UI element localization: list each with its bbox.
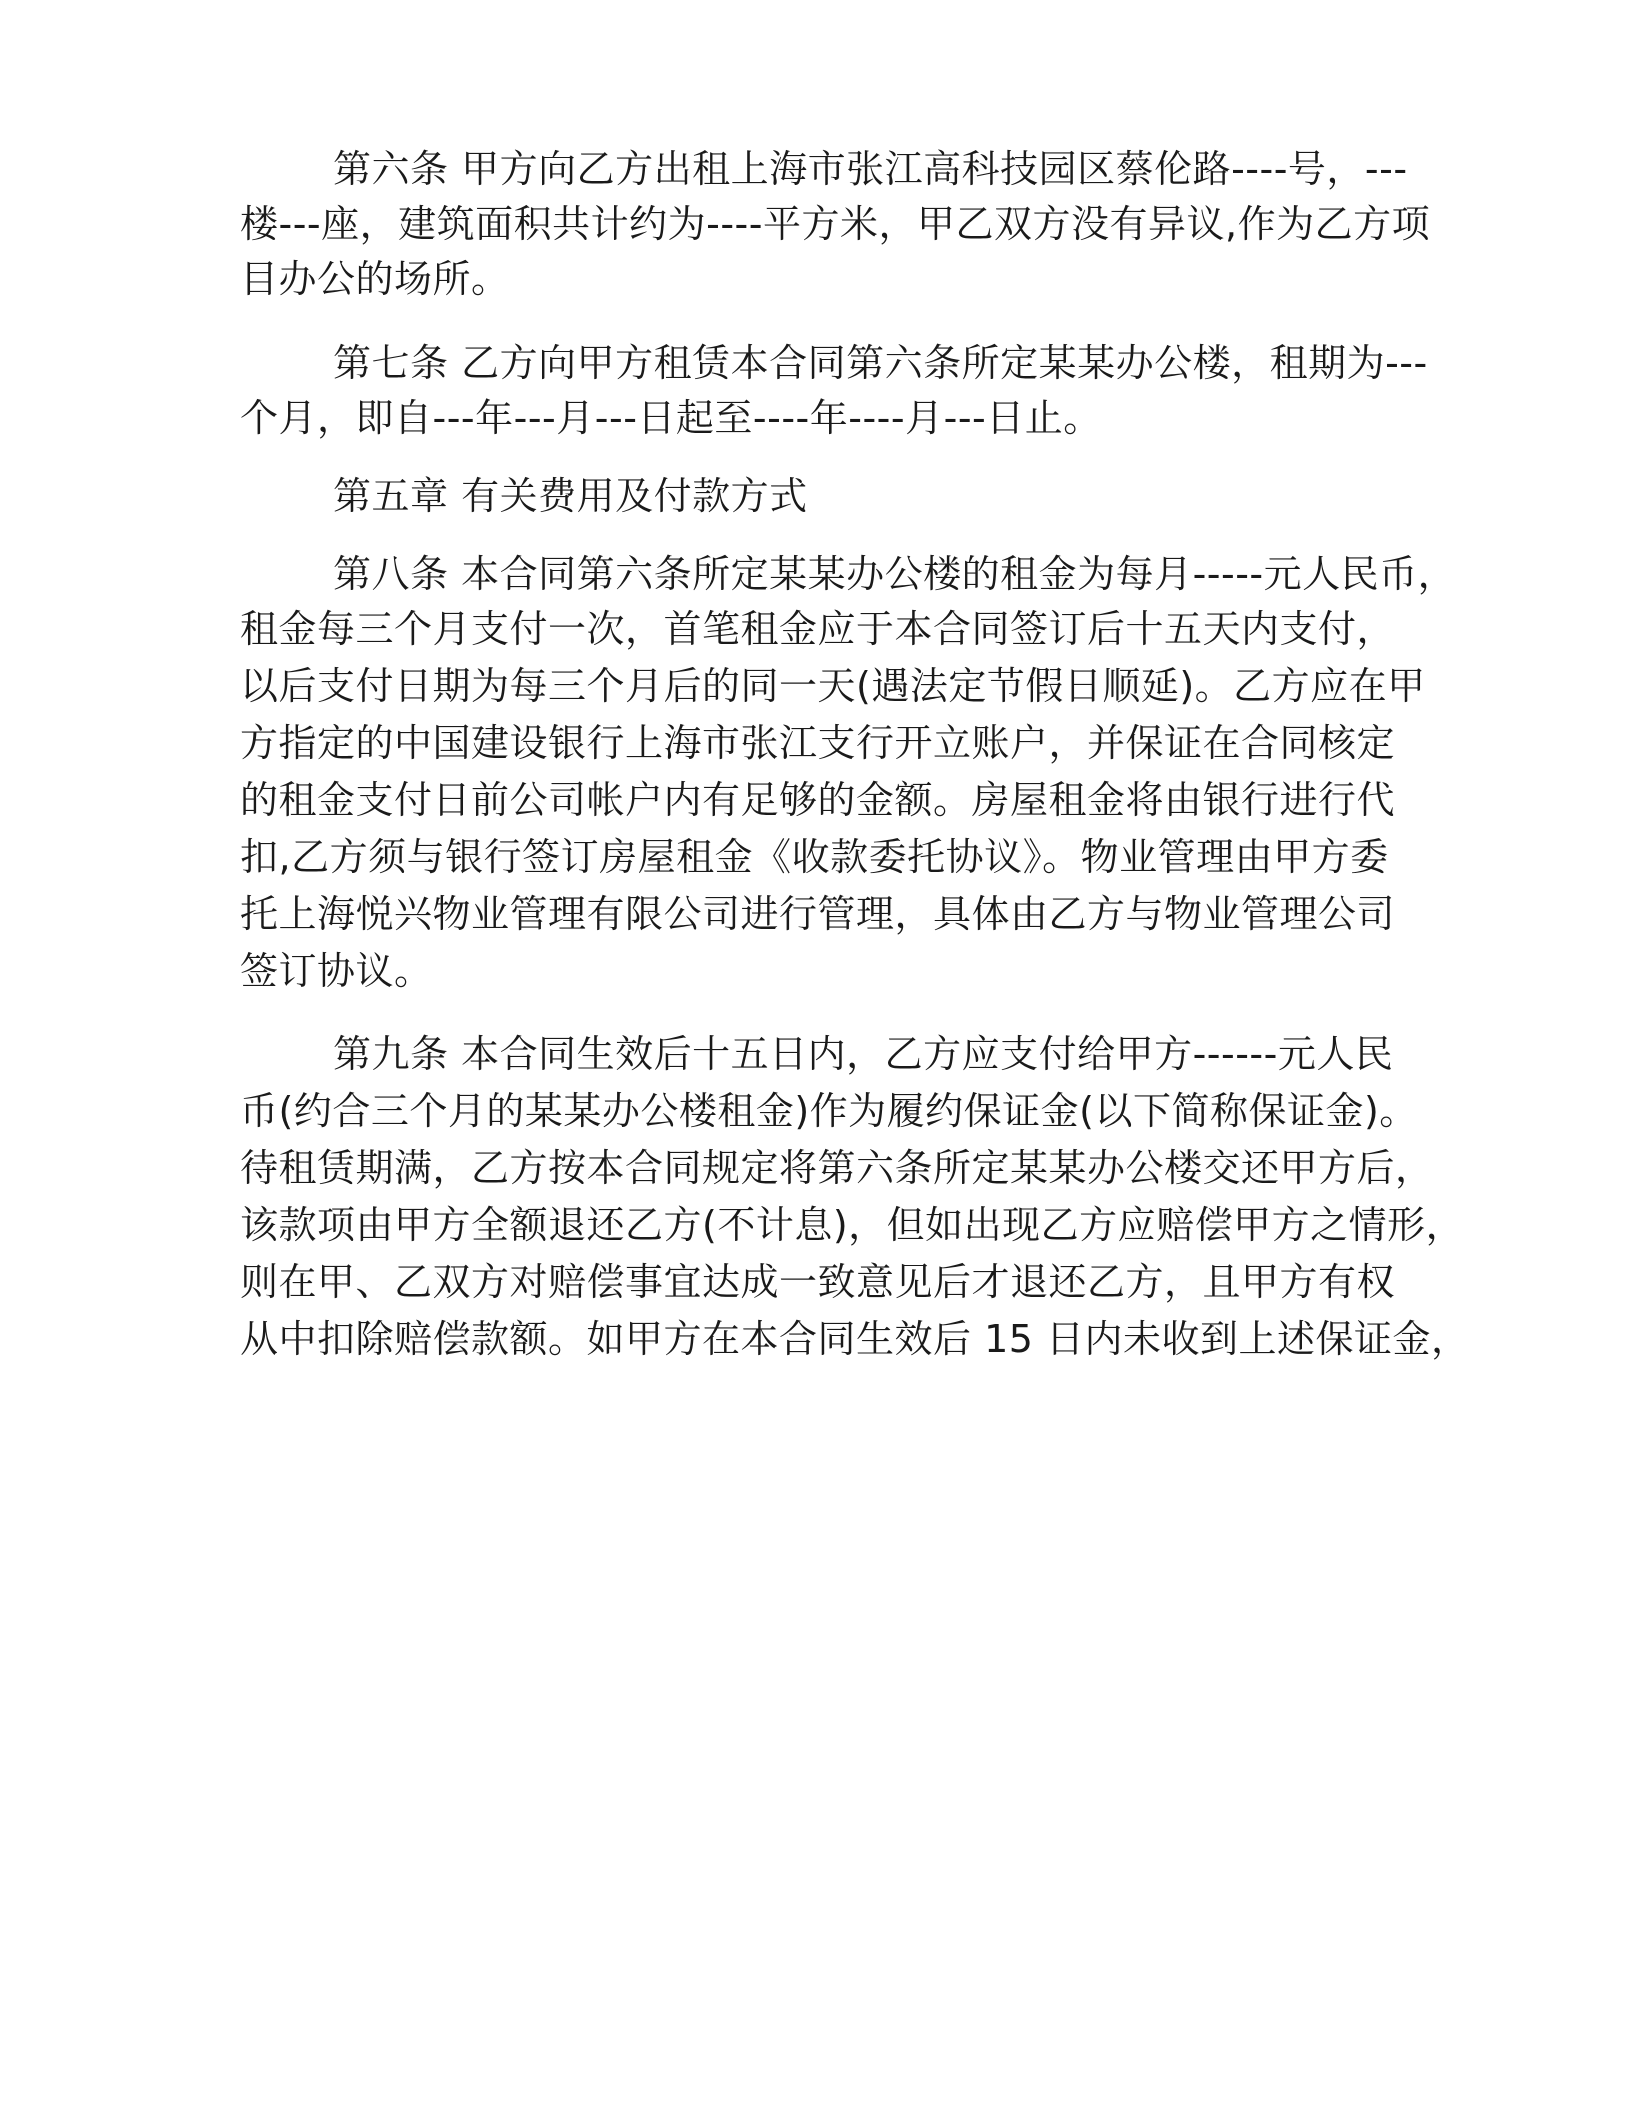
- article-7-line-1: 第七条 乙方向甲方租赁本合同第六条所定某某办公楼，租期为---: [333, 341, 1428, 385]
- article-6-line-1: 第六条 甲方向乙方出租上海市张江高科技园区蔡伦路----号，---: [333, 147, 1408, 191]
- article-8-line-5: 的租金支付日前公司帐户内有足够的金额。房屋租金将由银行进行代: [240, 778, 1396, 822]
- article-8-line-1: 第八条 本合同第六条所定某某办公楼的租金为每月-----元人民币，: [333, 552, 1457, 596]
- article-8-line-6: 扣,乙方须与银行签订房屋租金《收款委托协议》。物业管理由甲方委: [240, 835, 1389, 879]
- article-9-line-5: 则在甲、乙双方对赔偿事宜达成一致意见后才退还乙方，且甲方有权: [240, 1260, 1396, 1304]
- article-8-line-4: 方指定的中国建设银行上海市张江支行开立账户，并保证在合同核定: [240, 721, 1396, 765]
- article-9-line-3: 待租赁期满，乙方按本合同规定将第六条所定某某办公楼交还甲方后，: [240, 1146, 1434, 1190]
- article-6-line-2: 楼---座，建筑面积共计约为----平方米，甲乙双方没有异议,作为乙方项: [240, 202, 1431, 246]
- article-8-line-3: 以后支付日期为每三个月后的同一天(遇法定节假日顺延)。乙方应在甲: [240, 664, 1426, 708]
- article-9-line-2: 币(约合三个月的某某办公楼租金)作为履约保证金(以下简称保证金)。: [240, 1089, 1418, 1133]
- article-9-line-1: 第九条 本合同生效后十五日内，乙方应支付给甲方------元人民: [333, 1032, 1394, 1076]
- article-9-line-6: 从中扣除赔偿款额。如甲方在本合同生效后 15 日内未收到上述保证金，: [240, 1317, 1470, 1361]
- article-8-line-2: 租金每三个月支付一次，首笔租金应于本合同签订后十五天内支付，: [240, 607, 1396, 651]
- article-6-line-3: 目办公的场所。: [240, 257, 510, 301]
- chapter-5-heading: 第五章 有关费用及付款方式: [333, 474, 808, 518]
- article-8-line-8: 签订协议。: [240, 949, 433, 993]
- article-7-line-2: 个月，即自---年---月---日起至----年----月---日止。: [240, 396, 1102, 440]
- article-8-line-7: 托上海悦兴物业管理有限公司进行管理，具体由乙方与物业管理公司: [240, 892, 1396, 936]
- article-9-line-4: 该款项由甲方全额退还乙方(不计息)，但如出现乙方应赔偿甲方之情形，: [240, 1203, 1465, 1247]
